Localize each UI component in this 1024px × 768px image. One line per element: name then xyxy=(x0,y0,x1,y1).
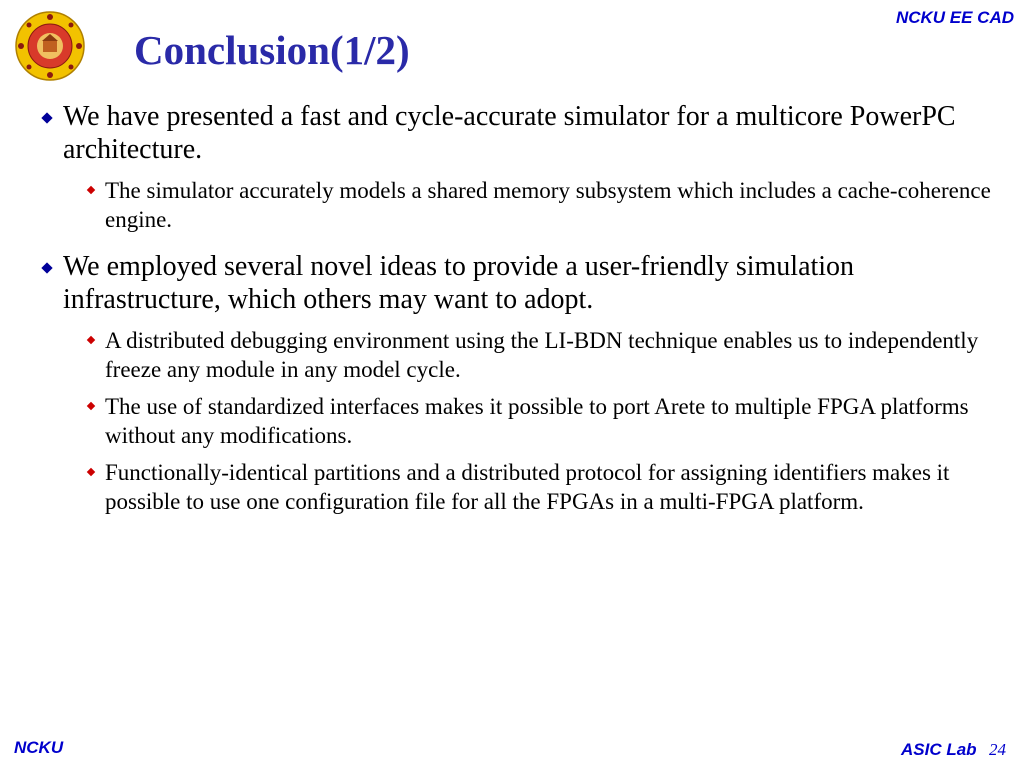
brand-label: NCKU EE CAD xyxy=(895,8,1014,27)
sub-bullet-item xyxy=(105,176,995,234)
university-emblem-icon xyxy=(14,10,86,82)
bullet-item xyxy=(40,100,1000,166)
sub-bullet-item xyxy=(105,326,995,384)
footer-right xyxy=(901,740,1006,760)
sub-bullet-item xyxy=(105,458,995,516)
small-diamond-bullet-icon xyxy=(87,468,95,476)
sub-bullet-text: The use of standardized interfaces makes it possible to port Arete to multiple FPGA platforms without any modifications. xyxy=(105,394,969,448)
footer-lab: ASIC Lab xyxy=(900,740,977,759)
slide-title: Conclusion(1/2) xyxy=(134,27,410,73)
small-diamond-bullet-icon xyxy=(87,402,95,410)
diamond-bullet-icon xyxy=(41,112,52,123)
footer-org: NCKU xyxy=(14,738,64,757)
sub-bullet-text: The simulator accurately models a shared memory subsystem which includes a cache-coherence engine. xyxy=(105,178,991,232)
bullet-list xyxy=(40,100,1000,524)
bullet-item xyxy=(40,250,1000,316)
bullet-text: We have presented a fast and cycle-accurate simulator for a multicore PowerPC architecture. xyxy=(63,101,956,165)
small-diamond-bullet-icon xyxy=(87,186,95,194)
diamond-bullet-icon xyxy=(41,262,52,273)
sub-bullet-text: A distributed debugging environment using the LI-BDN technique enables us to independently freeze any module in any model cycle. xyxy=(105,328,979,382)
small-diamond-bullet-icon xyxy=(87,336,95,344)
sub-bullet-text: Functionally-identical partitions and a distributed protocol for assigning identifiers makes it possible to use one configuration file for all the FPGAs in a multi-FPGA platform. xyxy=(105,460,950,514)
bullet-text: We employed several novel ideas to provide a user-friendly simulation infrastructure, which others may want to adopt. xyxy=(63,251,855,315)
page-number: 24 xyxy=(989,740,1006,759)
sub-bullet-item xyxy=(105,392,995,450)
